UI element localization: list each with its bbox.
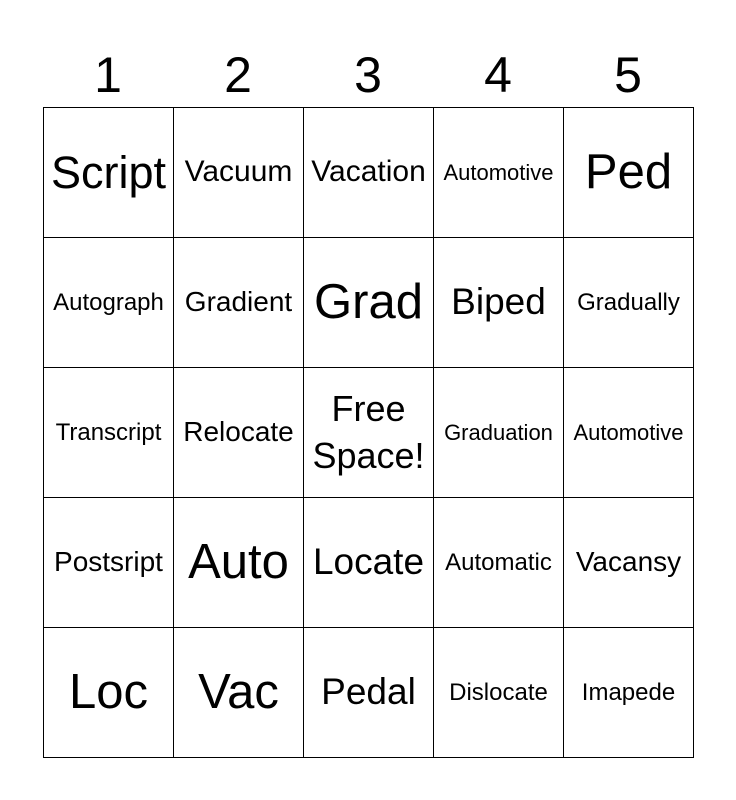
bingo-board bbox=[43, 107, 694, 758]
bingo-cell-r5-c4: Dislocate bbox=[434, 628, 564, 758]
bingo-cell-r5-c5: Imapede bbox=[564, 628, 694, 758]
column-header-3: 3 bbox=[354, 47, 382, 103]
bingo-cell-r2-c2: Gradient bbox=[174, 238, 304, 368]
bingo-cell-r4-c5: Vacansy bbox=[564, 498, 694, 628]
bingo-cell-r1-c3: Vacation bbox=[304, 108, 434, 238]
column-header-4: 4 bbox=[484, 47, 512, 103]
column-header-2: 2 bbox=[224, 47, 252, 103]
bingo-cell-r5-c1: Loc bbox=[44, 628, 174, 758]
bingo-cell-r5-c3: Pedal bbox=[304, 628, 434, 758]
bingo-cell-r2-c3: Grad bbox=[304, 238, 434, 368]
bingo-cell-r3-c2: Relocate bbox=[174, 368, 304, 498]
bingo-cell-r2-c1: Autograph bbox=[44, 238, 174, 368]
column-headers bbox=[43, 44, 693, 106]
bingo-cell-r4-c1: Postsript bbox=[44, 498, 174, 628]
bingo-cell-r1-c1: Script bbox=[44, 108, 174, 238]
bingo-cell-r1-c4: Automotive bbox=[434, 108, 564, 238]
bingo-cell-r1-c2: Vacuum bbox=[174, 108, 304, 238]
bingo-cell-r2-c5: Gradually bbox=[564, 238, 694, 368]
bingo-cell-free-space: Free Space! bbox=[304, 368, 434, 498]
bingo-cell-r3-c4: Graduation bbox=[434, 368, 564, 498]
bingo-cell-r3-c5: Automotive bbox=[564, 368, 694, 498]
bingo-cell-r4-c2: Auto bbox=[174, 498, 304, 628]
bingo-cell-r1-c5: Ped bbox=[564, 108, 694, 238]
bingo-cell-r5-c2: Vac bbox=[174, 628, 304, 758]
bingo-cell-r2-c4: Biped bbox=[434, 238, 564, 368]
bingo-cell-r3-c1: Transcript bbox=[44, 368, 174, 498]
bingo-cell-r4-c4: Automatic bbox=[434, 498, 564, 628]
bingo-cell-r4-c3: Locate bbox=[304, 498, 434, 628]
column-header-1: 1 bbox=[94, 47, 122, 103]
column-header-5: 5 bbox=[614, 47, 642, 103]
